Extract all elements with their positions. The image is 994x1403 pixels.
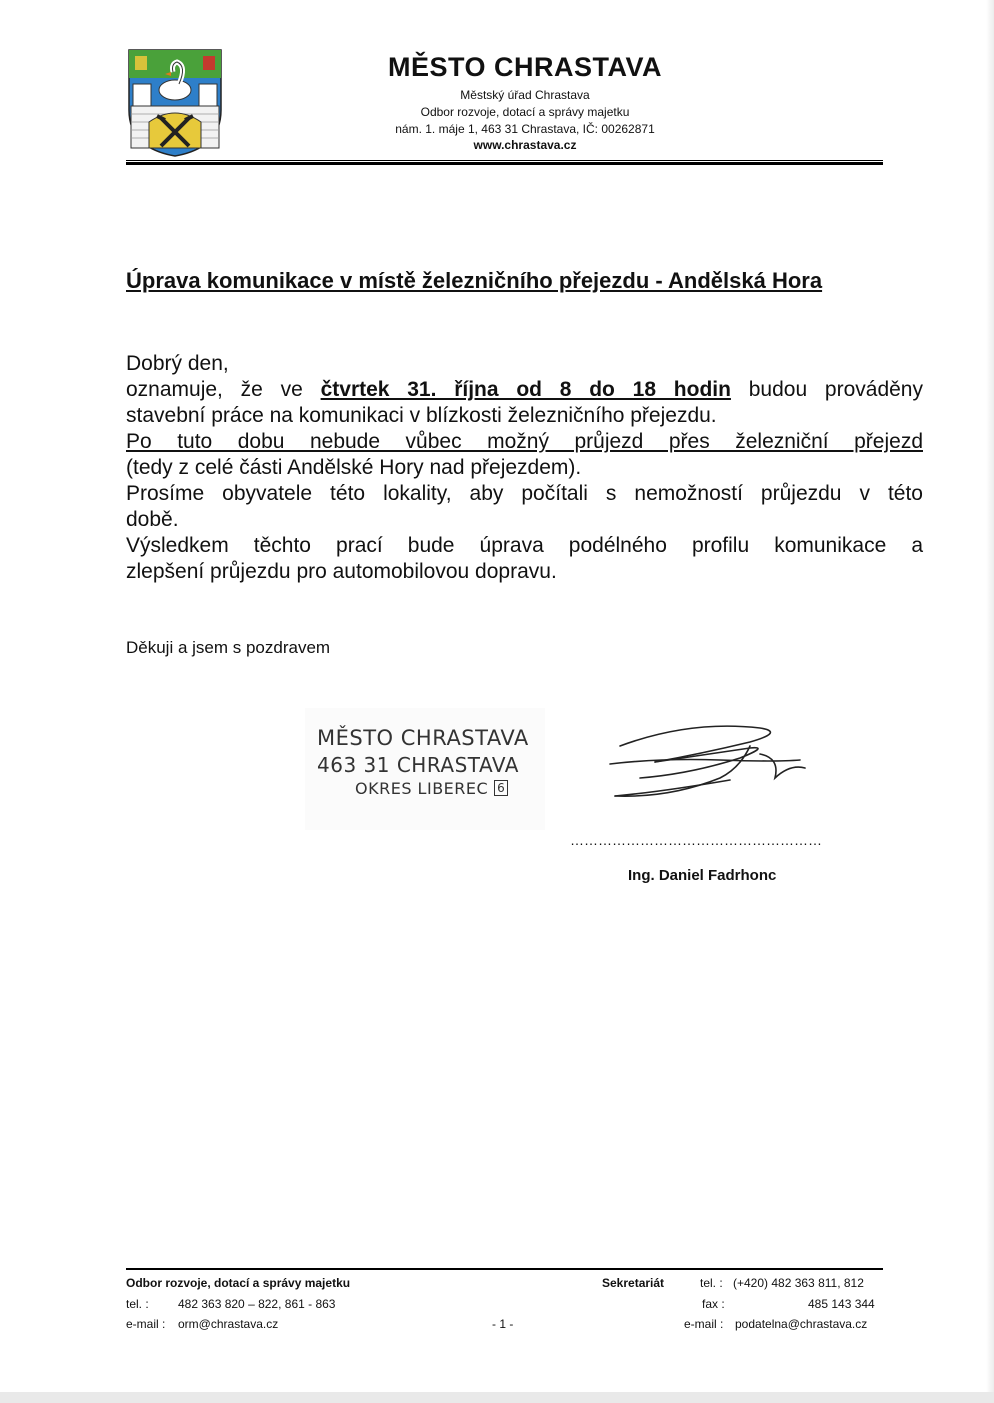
website-link[interactable]: www.chrastava.cz — [473, 138, 577, 152]
footer-tel-value: 482 363 820 – 822, 861 - 863 — [178, 1297, 336, 1311]
secretariat-tel-value: (+420) 482 363 811, 812 — [733, 1276, 864, 1290]
greeting: Dobrý den, — [126, 352, 229, 375]
viewer-background — [0, 1392, 994, 1403]
signature-line: ……………………………………………… — [570, 832, 822, 848]
secretariat-tel-label: tel. : — [700, 1276, 723, 1290]
paragraph-2-line-2: (tedy z celé části Andělské Hory nad přejezdem). — [126, 456, 582, 479]
organization-name: MĚSTO CHRASTAVA — [387, 52, 662, 82]
page-number: - 1 - — [492, 1317, 514, 1331]
document-title: Úprava komunikace v místě železničního přejezdu - Andělská Hora — [126, 268, 823, 293]
page-edge-shadow — [986, 0, 994, 1392]
paragraph-1-line-1 — [126, 377, 923, 403]
paragraph-3-line-2: době. — [126, 508, 179, 531]
office-address: nám. 1. máje 1, 463 31 Chrastava, IČ: 00262871 — [395, 122, 655, 136]
stamp-line-2: 463 31 CHRASTAVA — [317, 753, 519, 777]
secretariat-email-value[interactable]: podatelna@chrastava.cz — [735, 1317, 868, 1331]
secretariat-fax-value: 485 143 344 — [808, 1297, 875, 1311]
paragraph-1-post: budou prováděny — [748, 378, 923, 401]
notice-body — [126, 351, 923, 585]
secretariat-email-label: e-mail : — [684, 1317, 724, 1331]
stamp-line-1: MĚSTO CHRASTAVA — [317, 726, 529, 750]
office-name: Městský úřad Chrastava — [460, 88, 590, 102]
paragraph-3-line-1: Prosíme obyvatele této lokality, aby počítali s nemožností průjezdu v této — [126, 482, 923, 505]
footer-divider — [126, 1268, 883, 1270]
header-divider-thick — [126, 162, 883, 165]
paragraph-1-line-2: stavební práce na komunikaci v blízkosti železničního přejezdu. — [126, 404, 717, 427]
stamp-district: OKRES LIBEREC — [355, 779, 489, 798]
closure-statement: Po tuto dobu nebude vůbec možný průjezd přes železniční přejezd — [126, 430, 923, 453]
closing-phrase: Děkuji a jsem s pozdravem — [126, 638, 331, 657]
secretariat-fax-label: fax : — [702, 1297, 725, 1311]
handwritten-signature-icon — [600, 718, 810, 818]
header-divider-thin — [126, 160, 883, 161]
paragraph-1-pre: oznamuje, že ve — [126, 378, 303, 401]
footer-tel-label: tel. : — [126, 1297, 149, 1311]
official-stamp — [305, 708, 545, 830]
paragraph-4-line-2: zlepšení průjezdu pro automobilovou dopravu. — [126, 560, 557, 583]
signer-name: Ing. Daniel Fadrhonc — [628, 867, 777, 884]
stamp-number-box: 6 — [494, 780, 508, 796]
footer-department: Odbor rozvoje, dotací a správy majetku — [126, 1276, 351, 1290]
paragraph-4-line-1: Výsledkem těchto prací bude úprava podélného profilu komunikace a — [126, 534, 923, 557]
footer-email-value[interactable]: orm@chrastava.cz — [178, 1317, 279, 1331]
town-coat-of-arms-icon — [127, 48, 223, 158]
closure-date-time: čtvrtek 31. října od 8 do 18 hodin — [320, 378, 731, 401]
footer-email-label: e-mail : — [126, 1317, 166, 1331]
department-name: Odbor rozvoje, dotací a správy majetku — [420, 105, 630, 119]
footer-secretariat: Sekretariát — [602, 1276, 665, 1290]
stamp-line-3 — [355, 779, 508, 798]
